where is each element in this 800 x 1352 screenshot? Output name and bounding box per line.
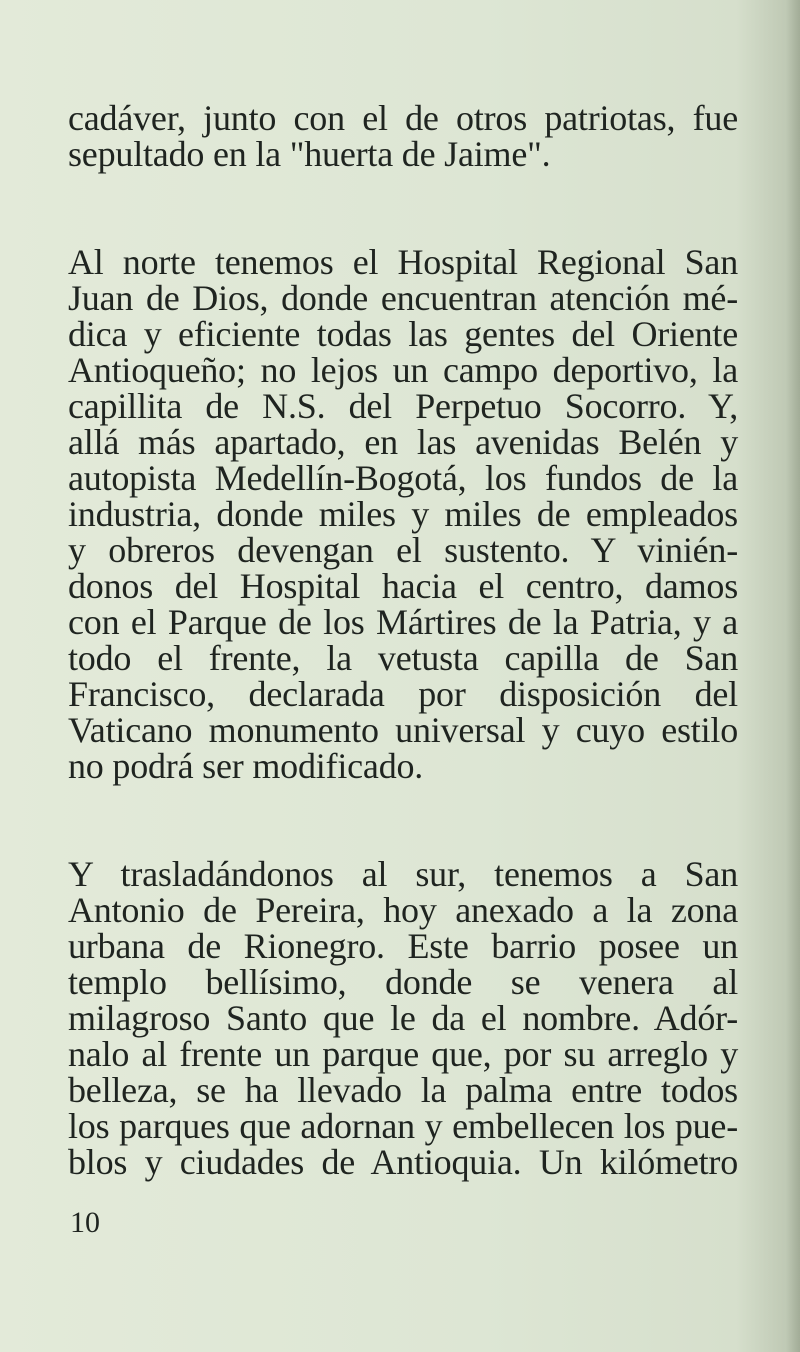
text-line: con el Parque de los Mártires de la Patria, y a (68, 602, 738, 642)
text-line: Juan de Dios, donde encuentran atención mé- (68, 278, 738, 318)
page-number: 10 (70, 1206, 100, 1239)
text-line: Al norte tenemos el Hospital Regional San (68, 242, 738, 282)
paragraph-gap (68, 784, 738, 856)
text-line: allá más apartado, en las avenidas Belén y (68, 422, 738, 462)
text-line: Antioqueño; no lejos un campo deportivo, la (68, 350, 738, 390)
text-line: nalo al frente un parque que, por su arreglo y (68, 1034, 738, 1074)
paragraph-1 (68, 100, 738, 172)
text-line: todo el frente, la vetusta capilla de San (68, 638, 738, 678)
text-line: milagroso Santo que le da el nombre. Adór- (68, 998, 738, 1038)
text-line: donos del Hospital hacia el centro, damos (68, 566, 738, 606)
text-line: templo bellísimo, donde se venera al (68, 962, 738, 1002)
text-line: capillita de N.S. del Perpetuo Socorro. Y, (68, 386, 738, 426)
text-line: belleza, se ha llevado la palma entre todos (68, 1070, 738, 1110)
text-line: Vaticano monumento universal y cuyo estilo (68, 710, 738, 750)
text-line: blos y ciudades de Antioquia. Un kilómetro (68, 1142, 738, 1182)
text-line: Francisco, declarada por disposición del (68, 674, 738, 714)
text-line: cadáver, junto con el de otros patriotas, fue (68, 98, 738, 138)
text-line: urbana de Rionegro. Este barrio posee un (68, 926, 738, 966)
text-line: sepultado en la "huerta de Jaime". (68, 134, 551, 174)
text-line: Y trasladándonos al sur, tenemos a San (68, 854, 738, 894)
text-line: industria, donde miles y miles de empleados (68, 494, 738, 534)
text-line: dica y eficiente todas las gentes del Oriente (68, 314, 738, 354)
page-body (68, 100, 738, 1180)
text-line: los parques que adornan y embellecen los pue- (68, 1106, 738, 1146)
page-edge-shadow (786, 0, 800, 1352)
text-line: autopista Medellín-Bogotá, los fundos de la (68, 458, 738, 498)
text-line: no podrá ser modificado. (68, 746, 424, 786)
paragraph-2 (68, 244, 738, 784)
text-line: y obreros devengan el sustento. Y vinién- (68, 530, 738, 570)
paragraph-gap (68, 172, 738, 244)
paragraph-3 (68, 856, 738, 1180)
text-line: Antonio de Pereira, hoy anexado a la zona (68, 890, 738, 930)
